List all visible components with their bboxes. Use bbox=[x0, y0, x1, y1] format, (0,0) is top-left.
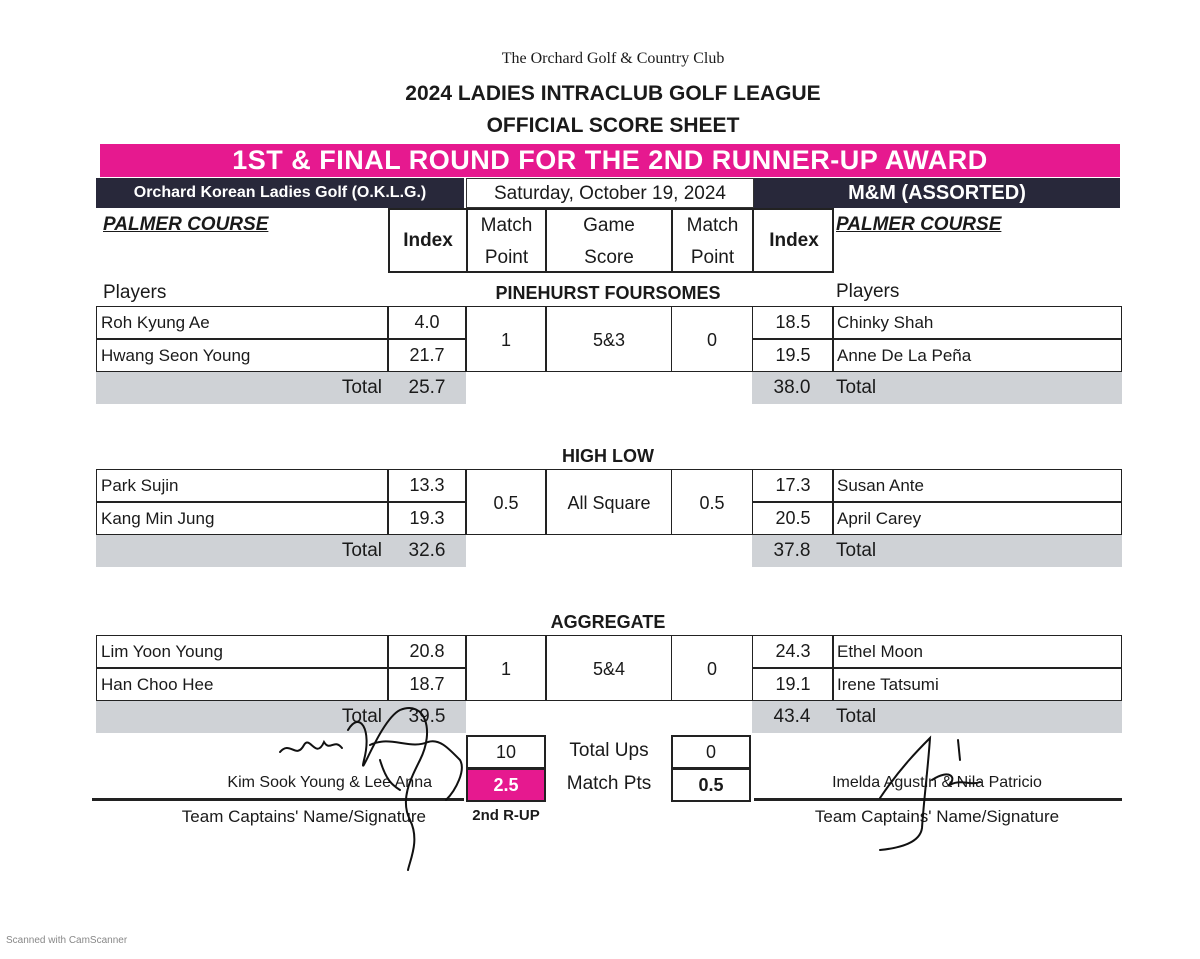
left-total-label: Total bbox=[96, 701, 388, 733]
course-left: PALMER COURSE bbox=[103, 214, 269, 235]
right-player-2-name: Irene Tatsumi bbox=[832, 668, 1122, 701]
right-player-1-index: 24.3 bbox=[752, 635, 834, 668]
left-player-2-index: 21.7 bbox=[388, 339, 466, 372]
left-match-point: 1 bbox=[466, 635, 546, 701]
left-player-1-index: 20.8 bbox=[388, 635, 466, 668]
right-match-point: 0.5 bbox=[671, 469, 753, 535]
total-ups-label: Total Ups bbox=[569, 740, 649, 761]
left-captains-caption: Team Captains' Name/Signature bbox=[181, 807, 426, 826]
right-signature-icon bbox=[840, 728, 1000, 858]
right-total-value: 43.4 bbox=[752, 701, 832, 733]
players-label-left: Players bbox=[103, 282, 167, 303]
point-header-right: Point bbox=[690, 247, 735, 268]
left-match-point: 1 bbox=[466, 306, 546, 372]
left-total-value: 25.7 bbox=[388, 372, 466, 404]
match-header-left: Match bbox=[480, 215, 533, 236]
left-player-1-index: 13.3 bbox=[388, 469, 466, 502]
right-captains-names: Imelda Agustin & Nila Patricio bbox=[832, 774, 1042, 791]
right-player-2-index: 20.5 bbox=[752, 502, 834, 535]
right-player-1-name: Susan Ante bbox=[832, 469, 1122, 502]
right-player-1-name: Ethel Moon bbox=[832, 635, 1122, 668]
match-header-right: Match bbox=[686, 215, 739, 236]
left-player-1-name: Lim Yoon Young bbox=[96, 635, 388, 668]
club-name: The Orchard Golf & Country Club bbox=[501, 50, 725, 67]
left-total-value: 32.6 bbox=[388, 535, 466, 567]
section-title: AGGREGATE bbox=[550, 612, 666, 632]
sheet-title: OFFICIAL SCORE SHEET bbox=[486, 114, 740, 137]
right-total-label: Total bbox=[832, 535, 1122, 567]
right-player-2-name: Anne De La Peña bbox=[832, 339, 1122, 372]
section-title: HIGH LOW bbox=[562, 446, 654, 466]
right-total-label: Total bbox=[832, 372, 1122, 404]
section-title: PINEHURST FOURSOMES bbox=[495, 283, 721, 303]
right-match-point: 0 bbox=[671, 635, 753, 701]
game-score: All Square bbox=[546, 469, 672, 535]
left-player-2-name: Hwang Seon Young bbox=[96, 339, 388, 372]
right-player-1-index: 18.5 bbox=[752, 306, 834, 339]
right-player-1-index: 17.3 bbox=[752, 469, 834, 502]
index-header-right: Index bbox=[769, 230, 819, 251]
left-player-2-index: 18.7 bbox=[388, 668, 466, 701]
right-player-1-name: Chinky Shah bbox=[832, 306, 1122, 339]
match-date: Saturday, October 19, 2024 bbox=[466, 178, 754, 208]
league-title: 2024 LADIES INTRACLUB GOLF LEAGUE bbox=[405, 82, 821, 105]
match-pts-label: Match Pts bbox=[566, 773, 652, 794]
team-right: M&M (ASSORTED) bbox=[754, 178, 1120, 208]
right-player-2-index: 19.1 bbox=[752, 668, 834, 701]
left-total-label: Total bbox=[96, 372, 388, 404]
left-player-1-name: Park Sujin bbox=[96, 469, 388, 502]
right-total-value: 38.0 bbox=[752, 372, 832, 404]
left-signature-icon bbox=[260, 690, 480, 880]
right-player-2-index: 19.5 bbox=[752, 339, 834, 372]
right-match-pts: 0.5 bbox=[671, 768, 751, 802]
left-total-ups: 10 bbox=[466, 735, 546, 769]
right-total-label: Total bbox=[832, 701, 1122, 733]
right-total-value: 37.8 bbox=[752, 535, 832, 567]
right-captains-caption: Team Captains' Name/Signature bbox=[814, 807, 1060, 826]
team-left: Orchard Korean Ladies Golf (O.K.L.G.) bbox=[96, 178, 464, 208]
game-header: Game bbox=[583, 215, 635, 236]
left-match-point: 0.5 bbox=[466, 469, 546, 535]
right-match-point: 0 bbox=[671, 306, 753, 372]
game-score: 5&3 bbox=[546, 306, 672, 372]
round-banner: 1ST & FINAL ROUND FOR THE 2ND RUNNER-UP AWARD bbox=[100, 144, 1120, 177]
left-total-label: Total bbox=[96, 535, 388, 567]
players-label-right: Players bbox=[836, 281, 900, 302]
award-label: 2nd R-UP bbox=[472, 807, 540, 824]
left-player-2-index: 19.3 bbox=[388, 502, 466, 535]
course-right: PALMER COURSE bbox=[836, 214, 1002, 235]
left-player-1-name: Roh Kyung Ae bbox=[96, 306, 388, 339]
score-header: Score bbox=[584, 247, 634, 268]
point-header-left: Point bbox=[484, 247, 529, 268]
left-player-1-index: 4.0 bbox=[388, 306, 466, 339]
right-player-2-name: April Carey bbox=[832, 502, 1122, 535]
left-player-2-name: Han Choo Hee bbox=[96, 668, 388, 701]
left-player-2-name: Kang Min Jung bbox=[96, 502, 388, 535]
game-score: 5&4 bbox=[546, 635, 672, 701]
scanner-footer: Scanned with CamScanner bbox=[6, 935, 128, 946]
index-header-left: Index bbox=[403, 230, 453, 251]
right-total-ups: 0 bbox=[671, 735, 751, 769]
left-match-pts: 2.5 bbox=[466, 768, 546, 802]
left-total-value: 39.5 bbox=[388, 701, 466, 733]
left-captains-names: Kim Sook Young & Lee Anna bbox=[227, 774, 432, 791]
